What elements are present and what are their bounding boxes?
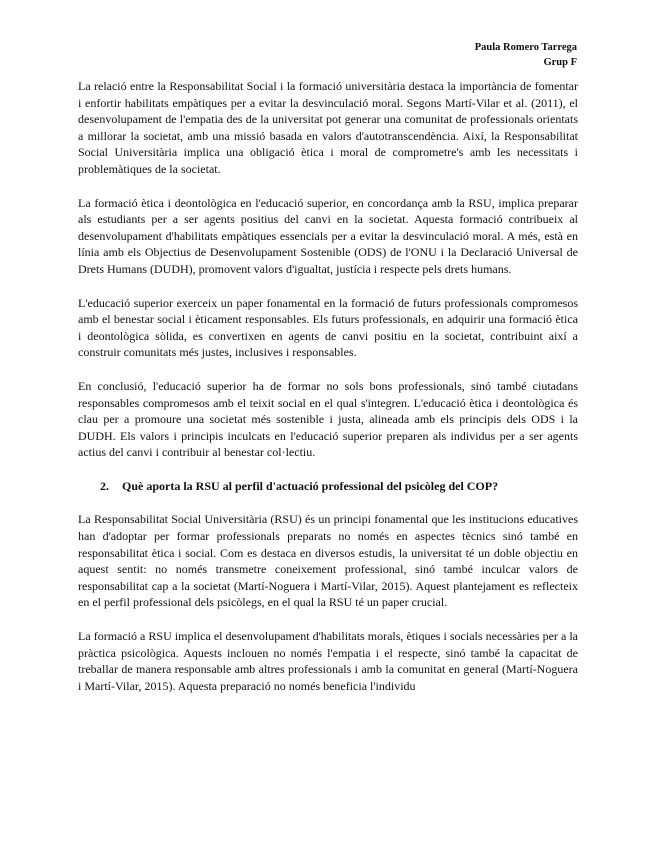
paragraph: L'educació superior exerceix un paper fonamental en la formació de futurs professionals compromesos amb el benestar social i èticament responsables. Els futurs professionals, en adquirir una formació ètica i deontològica sòlida, es convertixen en agents de canvi positiu en la societat, contribuint així a construir comunitats més justes, inclusives i responsables.: [78, 295, 578, 360]
page-header: [475, 40, 577, 70]
section-number: 2.: [100, 478, 109, 493]
paragraph: La formació ètica i deontològica en l'educació superior, en concordança amb la RSU, implica preparar als estudiants per a ser agents positius del canvi en la societat. Aquesta formació contribueix al desenvolupament d'habilitats empàtiques essencials per a evitar la desvinculació moral. A més, està en línia amb els Objectius de Desenvolupament Sostenible (ODS) de l'ONU i la Declaració Universal de Drets Humans (DUDH), promovent valors d'igualtat, justícia i respecte pels drets humans.: [78, 195, 578, 276]
paragraph: La relació entre la Responsabilitat Social i la formació universitària destaca la importància de fomentar i enfortir habilitats empàtiques per a evitar la desvinculació moral. Segons Martí-Vilar et al. (2011), el desenvolupament de l'empatia des de la universitat pot generar una comunitat de professionals orientats a millorar la societat, amb una missió basada en valors d'autotranscendència. Així, la Responsabilitat Social Universitària implica una obligació ètica i moral de comprometre's amb les necessitats i problemàtiques de la societat.: [78, 79, 578, 176]
group-label: Grup F: [543, 57, 577, 68]
author-name: Paula Romero Tarrega: [474, 42, 577, 53]
paragraph: En conclusió, l'educació superior ha de formar no sols bons professionals, sinó també ciutadans responsables compromesos amb el teixit social en el qual s'integren. L'educació ètica i deontològica és clau per a promoure una societat més sostenible i justa, alineada amb els principis dels ODS i la DUDH. Els valors i principis inculcats en l'educació superior preparen als individus per a ser agents actius del canvi i contribuir al benestar col·lectiu.: [78, 378, 578, 460]
paragraph: La formació a RSU implica el desenvolupament d'habilitats morals, ètiques i socials necessàries per a la pràctica psicològica. Aquests inclouen no només l'empatia i el respecte, sinó també la capacitat de treballar de manera responsable amb altres professionals i amb la comunitat en general (Martí-Noguera i Martí-Vilar, 2015). Aquesta preparació no només beneficia l'individu: [78, 629, 578, 693]
section-heading: [100, 478, 578, 495]
paragraph: La Responsabilitat Social Universitària (RSU) és un principi fonamental que les institucions educatives han d'adoptar per formar professionals preparats no només en aspectes tècnics sinó també en responsabilitat ètica i social. Com es destaca en diversos estudis, la universitat té un doble objectiu en aquest sentit: no només transmetre coneixement professional, sinó també inculcar valors de responsabilitat cap a la societat (Martí-Noguera i Martí-Vilar, 2015). Aquest plantejament es reflecteix en el perfil professional dels psicòlegs, en el qual la RSU té un paper crucial.: [78, 512, 578, 610]
document-body: [78, 78, 578, 711]
section-title: Què aporta la RSU al perfil d'actuació professional del psicòleg del COP?: [122, 478, 499, 493]
